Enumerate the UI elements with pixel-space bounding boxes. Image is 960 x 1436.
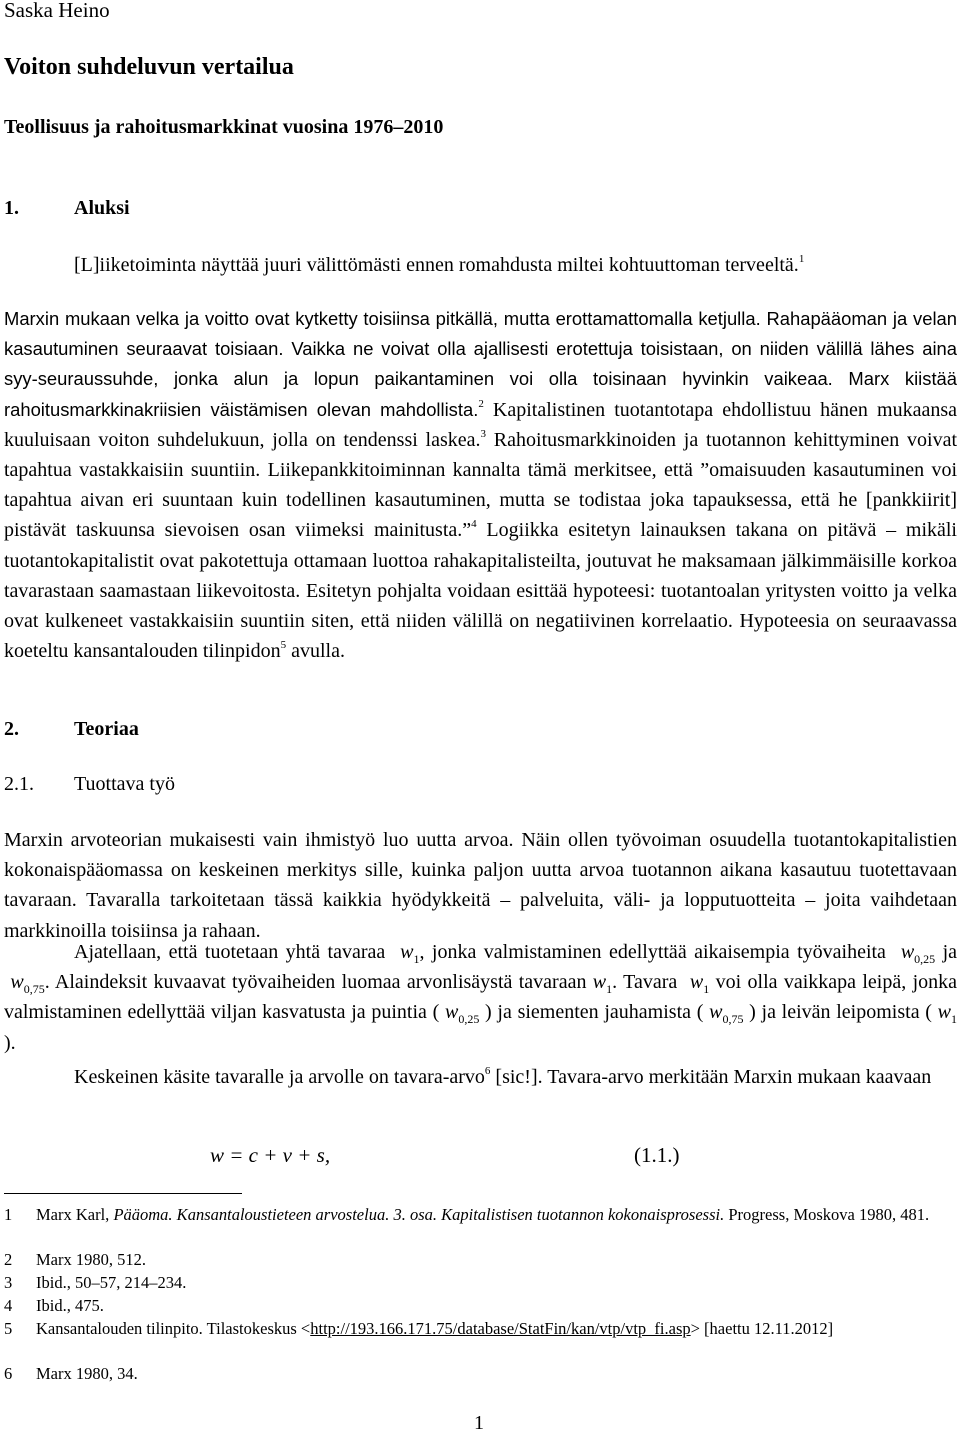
document-title: Voiton suhdeluvun vertailua [4,54,294,80]
text-run: ) ja leivän leipomista ( [749,1001,932,1024]
footnote-body: Ibid., 475. [36,1296,104,1315]
math-w075: $w_{0,75}$ [709,1001,744,1027]
equation-number: (1.1.) [634,1143,680,1167]
footnote-ref: 4 [471,518,477,531]
sentence: avulla. [286,640,345,663]
math-w1: $w_1$ [937,1001,958,1027]
footnote-number: 4 [4,1296,13,1315]
equation-formula: w = c + v + s, [210,1143,331,1167]
footnote-body: Marx Karl, Pääoma. Kansantaloustieteen arvostelua. 3. osa. Kapitalistisen tuotannon kokonaisprosessi. Progress, Moskova 1980, 481. [36,1205,930,1224]
sentence: Liikepankkitoiminnan kannalta tämä merkitsee, että ”omaisuuden kasautuminen voi tapahtua aivan eri suuntaan kuin todellinen kasautuminen, mutta se todistaa joka tapauksessa, että he [pankkiirit] pistävät taskuunsa sievoisen osan viimeksi mainitusta.” [4,459,958,542]
statfin-link[interactable]: http://193.166.171.75/database/StatFin/kan/vtp/vtp_fi.asp [310,1319,691,1338]
sentence: Tavaralla tarkoitetaan tässä kaikkia hyödykkeitä – palveluita, väli- ja lopputuotteita – joita vaihdetaan markkinoilla toisiinsa ja rahaan. [4,889,957,942]
footnote-ref: 5 [280,639,287,652]
text-run: ). [4,1031,16,1054]
math-w1: $w_1$ [400,941,420,966]
math-w025: $w_{0,25}$ [444,1001,480,1027]
footnote-number: 5 [4,1319,13,1338]
footnote-body: Marx 1980, 512. [36,1250,146,1269]
opening-quote [74,250,954,280]
footnote-ref: 6 [484,1065,491,1077]
section-title: Aluksi [74,197,130,219]
section-title: Teoriaa [74,718,139,740]
sentence: Logiikka esitetyn lainauksen takana on pitävä – mikäli tuotantokapitalistit ovat pakotettuja ottamaan luottoa rahakapitalisteilta, joutuvat he maksamaan jälkimmäisille korkoa tavarastaan saamastaan liikevoitosta. [4,519,957,602]
footnote-body: Marx 1980, 34. [36,1364,138,1383]
text-run: Keskeinen käsite tavaralle ja arvolle on tavara-arvo [74,1066,485,1088]
text-run: ja [942,941,958,963]
paragraph-commodity-value [4,1062,957,1092]
sentence: Hypoteesia on seuraavassa koeteltu kansantalouden tilinpidon [4,610,957,663]
footnote-number: 2 [4,1250,13,1269]
section-number: 2. [4,718,19,740]
section-title: Tuottava työ [74,773,175,795]
footnote-ref: 2 [478,397,484,410]
text-run: . Alaindeksit kuvaavat työvaiheiden luomaa arvonlisäystä tavaraan [44,971,587,994]
text-run: voi olla vaikkapa leipä, jonka valmistaminen edellyttää viljan kasvatusta ja puintia ( [4,971,958,1024]
section-number: 1. [4,197,19,219]
sentence: Näin ollen työvoiman osuudella tuotantokapitalistien kokonaispääomassa on keskeinen merkitys sille, kuinka paljon uutta arvoa tuotannon aikana kasautuu tuotettavaan tavaraan. [4,829,957,912]
footnote-body: Ibid., 50–57, 214–234. [36,1273,187,1292]
sentence: Esitetyn pohjalta voidaan esittää hypoteesi: tuotantoalan yritysten voitto ja velka ovat kulkeneet vastakkaisiin suuntiin siten, että niiden välillä on negatiivinen korrelaatio. [4,579,957,633]
sentence: Marx kiistää rahoitusmarkkinakriisien väistämisen olevan mahdollista. [4,368,958,420]
math-w075: $w_{0,75}$ [10,971,45,997]
math-w1: $w_1$ [592,971,613,997]
paragraph-intro [4,304,957,666]
footnote-number: 6 [4,1364,13,1383]
sentence: Marxin mukaan velka ja voitto ovat kytketty toisiinsa pitkällä, mutta erottamattomalla ketjulla. Rahapääoman ja velan kasautuminen seuraavat toisiaan. [4,308,957,360]
text-run: , jonka valmistaminen edellyttää aikaisempia työvaiheita [419,941,886,963]
section-heading-2 [4,718,139,741]
footnote-body: Kansantalouden tilinpito. Tilastokeskus <http://193.166.171.75/database/StatFin/kan/vtp/vtp_fi.asp> [haettu 12.11.2012] [36,1319,834,1338]
text-run: [sic!]. Tavara-arvo merkitään Marxin mukaan kaavaan [490,1066,932,1088]
document-subtitle: Teollisuus ja rahoitusmarkkinat vuosina 1976–2010 [4,116,444,138]
footnote-ref: 1 [798,253,805,265]
sentence: Marxin arvoteorian mukaisesti vain ihmistyö luo uutta arvoa. [4,829,514,851]
text-run: ) ja siementen jauhamista ( [485,1001,704,1024]
sentence: Kapitalistinen tuotantotapa ehdollistuu hänen mukaansa kuuluisaan voiton suhdelukuun, jolla on tendenssi laskea. [4,398,958,451]
quote-text: [L]iiketoiminta näyttää juuri välittömästi ennen romahdusta miltei kohtuuttoman terveeltä. [74,254,799,276]
sentence: Vaikka ne voivat olla ajallisesti erotettuja toisistaan, on niiden välillä lähes aina syy-seuraussuhde, jonka alun ja lopun paikantaminen voi olla toisinaan hyvinkin vaikeaa. [4,338,957,390]
text-run: . Tavara [612,971,678,994]
subsection-heading-2-1 [4,773,175,796]
paragraph-productive-labor [4,825,957,946]
paragraph-example [4,937,957,1058]
footnote-separator [4,1193,242,1194]
footnote-ref: 3 [480,427,487,440]
math-w1: $w_1$ [689,971,710,997]
footnote-number: 1 [4,1205,13,1224]
section-number: 2.1. [4,773,34,795]
section-heading-1 [4,197,130,220]
footnote-number: 3 [4,1273,13,1292]
page-number: 1 [474,1412,484,1434]
author-name: Saska Heino [4,0,110,22]
text-run: Ajatellaan, että tuotetaan yhtä tavaraa [74,941,386,963]
math-w025: $w_{0,25}$ [900,941,936,966]
sentence: Rahoitusmarkkinoiden ja tuotannon kehittyminen voivat tapahtua vastakkaisiin suuntiin. [4,428,958,482]
